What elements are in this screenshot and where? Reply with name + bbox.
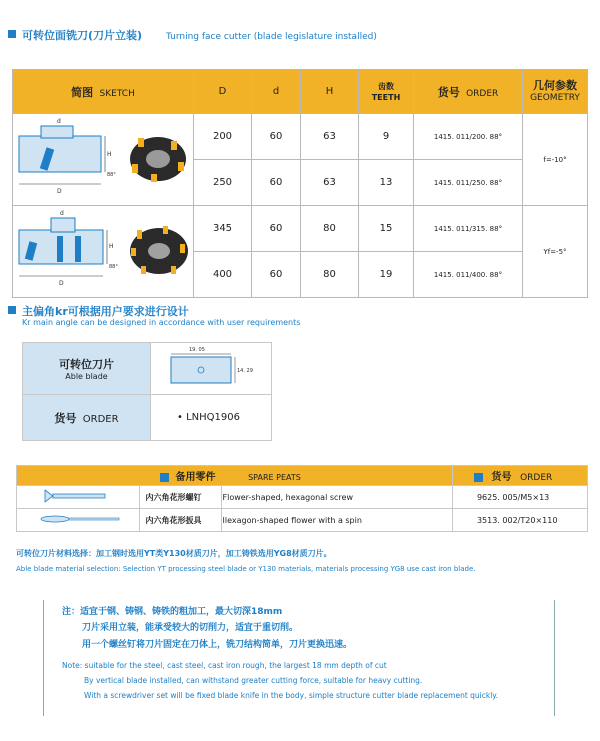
header-teeth-cn: 齿数 [378,81,394,91]
spare-parts-table [16,465,588,532]
cell-D: 250 [194,160,252,206]
note-cn-3: 用一个螺丝钉将刀片固定在刀体上，铣刀结构简单，刀片更换迅速。 [82,640,353,650]
header-teeth-en: TEETH [371,92,401,102]
cell-geometry: f=-10° [523,114,588,206]
svg-text:88°: 88° [107,172,116,178]
cell-order: 1415. 011/315. 88° [414,206,523,252]
cutter-spec-table [12,69,588,298]
blade-drawing [151,343,271,391]
order-label-cn: 货号 [54,411,77,425]
wrench-icon [17,509,137,529]
note-en-3: With a screwdriver set will be fixed blade knife in the body, simple structure cutter blade replacement quickly. [84,691,499,700]
cutter-sketch-drawing-2 [13,206,193,294]
cutter-sketch-drawing [13,114,193,202]
note-cn-2: 刀片采用立装，能承受较大的切削力，适宜于重切削。 [82,623,299,633]
blade-label-cn: 可转位刀片 [59,358,114,371]
header-geometry-en: GEOMETRY [530,92,580,103]
wrench-name-en: Ilexagon-shaped flower with a spin [221,509,452,532]
section2-title-cn: 主偏角kr可根据用户要求进行设计 [22,305,189,318]
svg-text:88°: 88° [109,264,118,270]
section2-title-en: Kr main angle can be designed in accordance with user requirements [22,318,301,327]
svg-text:d: d [57,118,61,125]
cutter-photo-1 [130,137,186,182]
spare-header [139,466,452,486]
screw-image-cell [17,486,140,509]
table-row [23,343,272,395]
spare-header-cn: 备用零件 [175,472,216,483]
table-row [17,509,588,532]
cell-teeth: 13 [359,160,414,206]
material-cn: 可转位刀片材料选择：加工钢时选用YT类Y130材质刀片，加工铸铁选用YG8材质刀片。 [16,549,332,558]
cell-H: 63 [301,160,359,206]
order-header-cn: 货号 [491,472,512,483]
table-row [13,206,588,252]
section-marker [8,30,16,38]
square-icon [474,473,483,482]
order-label-cell [23,395,151,441]
cutter-photo-2 [130,226,188,274]
cell-teeth: 19 [359,252,414,298]
blade-order-value: • LNHQ1906 [151,395,272,441]
section1-title-cn: 可转位面铣刀(刀片立装) [22,29,143,42]
order-header [452,466,587,486]
header-order [414,70,523,114]
screw-order: 9625. 005/M5×13 [452,486,587,509]
order-label-en: ORDER [82,413,119,425]
cell-d: 60 [252,160,301,206]
cell-d: 60 [252,206,301,252]
cell-d: 60 [252,252,301,298]
order-header-en: ORDER [520,473,553,483]
blade-dim-width: 19. 05 [189,347,205,353]
header-sketch-en: SKETCH [99,88,135,99]
sketch-cell-2 [13,206,194,298]
blade-label-cell [23,343,151,395]
cell-D: 200 [194,114,252,160]
header-order-en: ORDER [466,88,499,99]
header-d: d [252,70,301,114]
header-H: H [301,70,359,114]
section1-title-en: Turning face cutter (blade legislature installed) [166,32,377,42]
note-en-1: Note: suitable for the steel, cast steel, cast iron rough, the largest 18 mm depth of cut [62,661,387,670]
cell-teeth: 9 [359,114,414,160]
cell-H: 63 [301,114,359,160]
wrench-name-cn: 内六角花形扳具 [139,509,221,532]
screw-name-cn: 内六角花形螺钉 [139,486,221,509]
cell-D: 345 [194,206,252,252]
blade-dim-height: 14. 29 [237,368,253,374]
blade-table [22,342,272,441]
cell-d: 60 [252,114,301,160]
table-row [17,486,588,509]
cell-H: 80 [301,252,359,298]
cell-geometry: Yf=-5° [523,206,588,298]
svg-text:D: D [57,188,62,195]
table-row [23,395,272,441]
blade-label-en: Able blade [65,372,108,381]
svg-text:d: d [60,210,64,217]
header-geometry-cn: 几何参数 [533,78,577,92]
sketch-cell-1 [13,114,194,206]
svg-text:D: D [59,280,64,287]
cell-order: 1415. 011/200. 88° [414,114,523,160]
header-D: D [194,70,252,114]
screw-icon [17,486,137,506]
spare-header-en: SPARE PEATS [248,473,301,482]
spare-header-blank [17,466,140,486]
note-en-2: By vertical blade installed, can withstand greater cutting force, suitable for heavy cutting. [84,676,423,685]
cell-order: 1415. 011/400. 88° [414,252,523,298]
wrench-order: 3513. 002/T20×110 [452,509,587,532]
header-sketch [13,70,194,114]
header-geometry [523,70,588,114]
blade-drawing-cell [151,343,272,395]
table-row [17,466,588,486]
cell-D: 400 [194,252,252,298]
section-marker [8,306,16,314]
header-teeth [359,70,414,114]
material-en: Able blade material selection: Selection YT processing steel blade or Y130 materials, materials processing YG8 use cast iron blade. [16,565,476,573]
header-sketch-cn: 简图 [71,85,94,99]
note-cn-1: 注：适宜于钢、铸钢、铸铁的粗加工，最大切深18mm [62,607,283,617]
square-icon [160,473,169,482]
cell-H: 80 [301,206,359,252]
cell-order: 1415. 011/250. 88° [414,160,523,206]
header-order-cn: 货号 [437,85,460,99]
svg-text:H: H [107,151,112,158]
table-row [13,114,588,160]
screw-name-en: Flower-shaped, hexagonal screw [221,486,452,509]
cell-teeth: 15 [359,206,414,252]
wrench-image-cell [17,509,140,532]
svg-text:H: H [109,243,114,250]
